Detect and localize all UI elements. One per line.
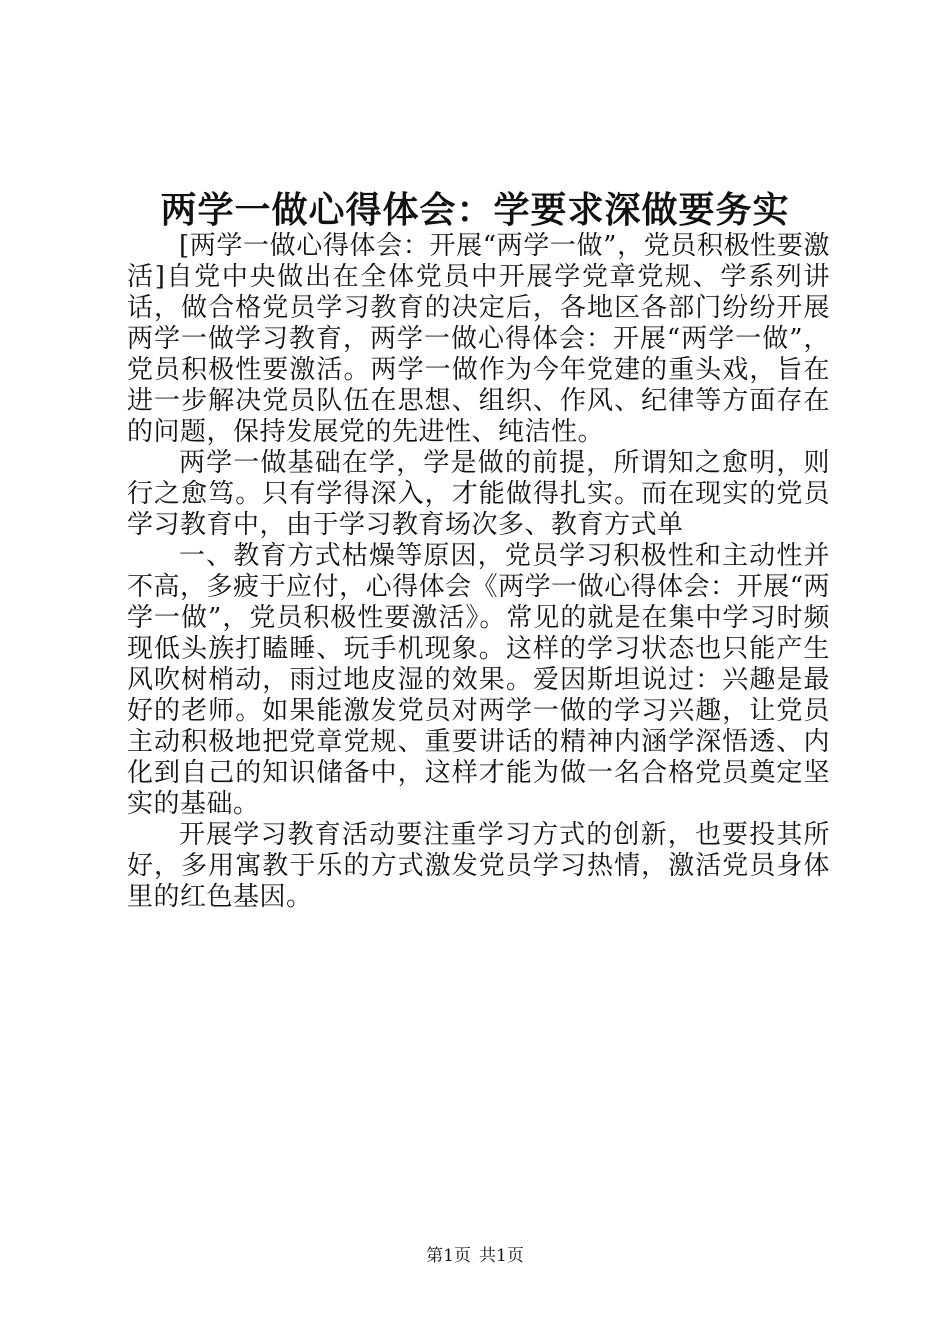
document-body [127, 231, 830, 913]
page-footer [0, 1244, 950, 1268]
page-number-current: 第1页 [426, 1246, 471, 1266]
page-number-total: 共1页 [479, 1246, 524, 1266]
document-title: 两学一做心得体会：学要求深做要务实 [160, 189, 790, 231]
paragraph: [两学一做心得体会：开展“两学一做”，党员积极性要激活]自党中央做出在全体党员中开展学党章党规、学系列讲话，做合格党员学习教育的决定后，各地区各部门纷纷开展两学一做学习教育，两学一做心得体会：开展“两学一做”，党员积极性要激活。两学一做作为今年党建的重头戏，旨在进一步解决党员队伍在思想、组织、作风、纪律等方面存在的问题，保持发展党的先进性、纯洁性。 [127, 231, 830, 447]
paragraph: 一、教育方式枯燥等原因，党员学习积极性和主动性并不高，多疲于应付，心得体会《两学一做心得体会：开展“两学一做”，党员积极性要激活》。常见的就是在集中学习时频现低头族打瞌睡、玩手机现象。这样的学习状态也只能产生风吹树梢动，雨过地皮湿的效果。爱因斯坦说过：兴趣是最好的老师。如果能激发党员对两学一做的学习兴趣，让党员主动积极地把党章党规、重要讲话的精神内涵学深悟透、内化到自己的知识储备中，这样才能为做一名合格党员奠定坚实的基础。 [127, 541, 830, 819]
paragraph: 开展学习教育活动要注重学习方式的创新，也要投其所好，多用寓教于乐的方式激发党员学习热情，激活党员身体里的红色基因。 [127, 820, 830, 912]
paragraph: 两学一做基础在学，学是做的前提，所谓知之愈明，则行之愈笃。只有学得深入，才能做得扎实。而在现实的党员学习教育中，由于学习教育场次多、教育方式单 [127, 448, 830, 540]
